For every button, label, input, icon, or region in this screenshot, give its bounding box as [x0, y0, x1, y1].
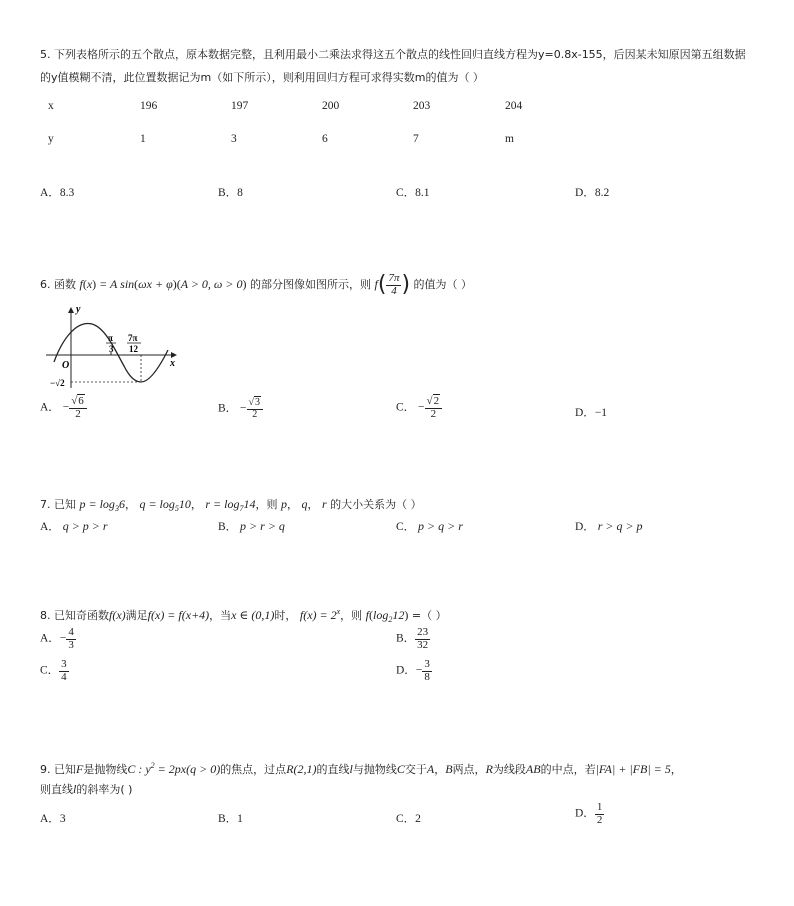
- q5-option-c-key: C．: [396, 187, 416, 199]
- q5-option-b-key: B．: [218, 187, 238, 199]
- q8-option-c[interactable]: C． $\frac{3}{4}$: [40, 658, 67, 683]
- q6-label-3: 3: [109, 344, 114, 354]
- q8-option-d[interactable]: D．− $\frac{3}{8}$: [396, 658, 430, 683]
- q8-option-b[interactable]: B． $\frac{23}{32}$: [396, 626, 429, 651]
- q5-option-a[interactable]: [40, 184, 74, 200]
- q8-query: $f(\log_212)$: [365, 608, 409, 624]
- q9-option-c[interactable]: C．2: [396, 813, 421, 825]
- q7-q-def: $q = \log_510$: [139, 497, 191, 513]
- q5-option-b[interactable]: [218, 184, 243, 200]
- q5-option-c[interactable]: [396, 184, 430, 200]
- q5-option-d[interactable]: [575, 184, 609, 200]
- q6-label-pi: π: [108, 333, 113, 343]
- q7-option-c[interactable]: C． p > q > r: [396, 519, 463, 533]
- q6-func-cond: A > 0, ω > 0: [180, 277, 243, 291]
- q6-label-neg-sqrt2: −√2: [50, 378, 65, 388]
- q9-stem-line1: 9. 已知F是抛物线C : $y^2 = 2px(q > 0)$的焦点，过点R(2,1)的直线l与抛物线C交于A，B两点，R为线段AB的中点，若|FA| + |FB| = 5，: [40, 761, 682, 776]
- q6-func-arg: ωx + φ: [138, 277, 173, 291]
- q5-option-d-key: D．: [575, 187, 595, 199]
- q9-curve: C : $y^2 = 2px(q > 0)$: [127, 761, 221, 776]
- q6-stem-mid: 的部分图像如图所示，则: [250, 278, 371, 291]
- q6-label-7pi: 7π: [128, 333, 138, 343]
- q5-table-y-2: 3: [231, 133, 237, 145]
- q5-option-c-value: 8.1: [415, 187, 430, 199]
- q6-number: 6. 函数: [40, 278, 76, 291]
- q6-option-a[interactable]: A． − $\frac{√6}{2}$: [40, 396, 87, 420]
- q7-r-def: $r = \log_714$: [205, 497, 256, 513]
- q5-table-y-5: m: [505, 133, 514, 145]
- q6-stem-fraction: [386, 273, 401, 297]
- q5-table-x-3: 200: [322, 100, 340, 112]
- q5-table-y-4: 7: [413, 133, 419, 145]
- q6-option-d-value: −1: [594, 407, 608, 419]
- q8-option-a[interactable]: A．− $\frac{4}{3}$: [40, 626, 74, 651]
- q5-table-x-2: 197: [231, 100, 249, 112]
- q5-table-y-1: 1: [140, 133, 146, 145]
- q6-option-c-key: C．: [396, 401, 416, 414]
- q8-fdef: $f(x) = 2^x$: [299, 607, 341, 622]
- q7-option-b[interactable]: B． p > r > q: [218, 519, 285, 533]
- q9-option-d[interactable]: D． $\frac{1}{2}$: [575, 801, 603, 826]
- q5-table-x-4: 203: [413, 100, 431, 112]
- q6-option-d-key: D．: [575, 407, 595, 419]
- q6-origin-label: O: [62, 360, 70, 371]
- q5-option-d-value: 8.2: [594, 187, 610, 199]
- q5-table-y-3: 6: [322, 133, 328, 145]
- q6-x-label: x: [170, 358, 175, 369]
- q6-option-b[interactable]: B． − $\frac{√3}{2}$: [218, 398, 263, 420]
- q8-stem: 8. 已知奇函数f(x)满足f(x) = f(x+4)，当x ∈ (0,1)时， $f(x) = 2^x$，则 $f(\log_212)$ =（ ）: [40, 607, 447, 624]
- q5-option-a-key: A．: [40, 187, 60, 199]
- q5-option-b-value: 8: [237, 187, 243, 199]
- q6-label-12: 12: [129, 344, 138, 354]
- q5-table-y-label: y: [48, 133, 54, 145]
- q9-option-a[interactable]: A．3: [40, 813, 66, 825]
- q9-option-b[interactable]: B．1: [218, 813, 243, 825]
- q6-option-b-key: B．: [218, 402, 238, 415]
- q5-stem-line2: 的y值模糊不清，此位置数据记为m（如下所示），则利用回归方程可求得实数m的值为（ ）: [40, 71, 484, 84]
- q6-func-f: f: [79, 277, 83, 291]
- q9-stem-line2: 则直线l的斜率为( ): [40, 782, 133, 796]
- q6-option-c[interactable]: C． − $\frac{√2}{2}$: [396, 396, 442, 420]
- q6-option-a-key: A．: [40, 401, 60, 414]
- q7-option-d[interactable]: D． r > q > p: [575, 519, 643, 533]
- q5-table-x-5: 204: [505, 100, 523, 112]
- q5-table-x-label: x: [48, 100, 54, 112]
- q6-func-x: x: [86, 277, 93, 291]
- q6-func-eq: = A sin: [96, 277, 135, 291]
- q6-frac-num: 7π: [388, 271, 400, 284]
- q6-y-label: y: [76, 304, 81, 315]
- q5-stem-line1: 5. 下列表格所示的五个散点，原本数据完整，且利用最小二乘法求得这五个散点的线性回归直线方程为y=0.8x-155，后因某未知原因第五组数据: [40, 48, 746, 61]
- q6-stem: 6. 函数 f(x) = A sin(ωx + φ)(A > 0, ω > 0) 的部分图像如图所示，则 f( $\frac{7\pi}{4}$ ) 的值为（ ）: [40, 271, 473, 297]
- q7-option-a[interactable]: A． q > p > r: [40, 519, 108, 533]
- q7-stem: 7. 已知 $p = \log_36$， $q = \log_510$， $r = \log_714$，则 p， q， r 的大小关系为（ ）: [40, 497, 422, 513]
- q6-sine-graph: [40, 300, 190, 392]
- q6-option-d[interactable]: [575, 404, 607, 420]
- q6-frac-den: 4: [391, 284, 397, 297]
- q5-option-a-value: 8.3: [59, 187, 75, 199]
- q5-table-x-1: 196: [140, 100, 158, 112]
- q6-stem-tail: 的值为（ ）: [413, 278, 473, 291]
- q7-p-def: $p = \log_36$: [79, 497, 125, 513]
